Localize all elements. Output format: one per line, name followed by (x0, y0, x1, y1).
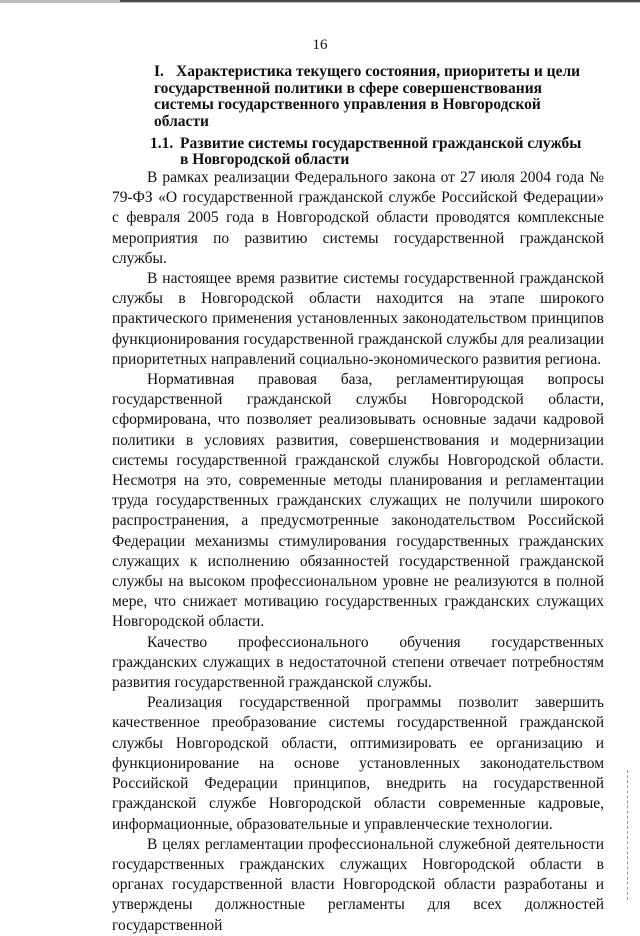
page-number: 16 (312, 37, 328, 53)
paragraph: В рамках реализации Федерального закона от 27 июля 2004 года № 79-ФЗ «О государственной гражданской службе Российской Федерации» с февраля 2005 года в Новгородской области проводятся комплексные мероприятия по развитию системы государственной гражданской службы. (112, 169, 604, 267)
subsection-number: 1.1. (150, 135, 174, 152)
subsection-title-line2: в Новгородской области (180, 151, 350, 168)
paragraph: Нормативная правовая база, регламентирующая вопросы государственной гражданской службы Новгородской области, сформирована, что позволяет реализовывать основные задачи кадровой политики в условиях развития, совершенствования и модернизации системы государственной гражданской службы Новгородской области. Несмотря на это, современные методы планирования и регламентации труда государственных гражданских служащих не получили широкого распространения, а предусмотренные законодательством Российской Федерации механизмы стимулирования государственных гражданских служащих к исполнению обязанностей государственной гражданской службы на высоком профессиональном уровне не реализуются в полной мере, что снижает мотивацию государственных гражданских служащих Новгородской области. (112, 371, 604, 631)
paragraph: В целях регламентации профессиональной служебной деятельности государственных гражданских служащих Новгородской области в органах государственной власти Новгородской области разработаны и утверждены должностные регламенты для всех должностей государственной (112, 835, 604, 934)
section-heading (154, 64, 594, 130)
paragraph: В настоящее время развитие системы государственной гражданской службы в Новгородской области находится на этапе широкого практического применения установленных законодательством принципов функционирования государственной гражданской службы для реализации приоритетных направлений социально-экономического развития региона. (112, 270, 604, 368)
subsection-title-line1: Развитие системы государственной гражданской службы (180, 135, 582, 152)
section-heading-number: I. (154, 63, 164, 80)
paragraph: Качество профессионального обучения государственных гражданских служащих в недостаточной степени отвечает потребностям развития государственной гражданской службы. (112, 633, 604, 692)
paragraph: Реализация государственной программы позволит завершить качественное преобразование системы государственной гражданской службы Новгородской области, оптимизировать ее организацию и функционирование на основе установленных законодательством Российской Федерации принципов, внедрить на государственной гражданской службе Новгородской области современные кадровые, информационные, образовательные и управленческие технологии. (112, 694, 604, 833)
section-heading-text: Характеристика текущего состояния, приоритеты и цели государственной политики в сфере совершенствования системы государственного управления в Новгородской области (154, 63, 581, 130)
scan-top-edge-shadow (120, 0, 640, 2)
subsection-heading (150, 136, 590, 168)
body-text (112, 168, 604, 936)
scan-margin-artifact (627, 770, 630, 900)
